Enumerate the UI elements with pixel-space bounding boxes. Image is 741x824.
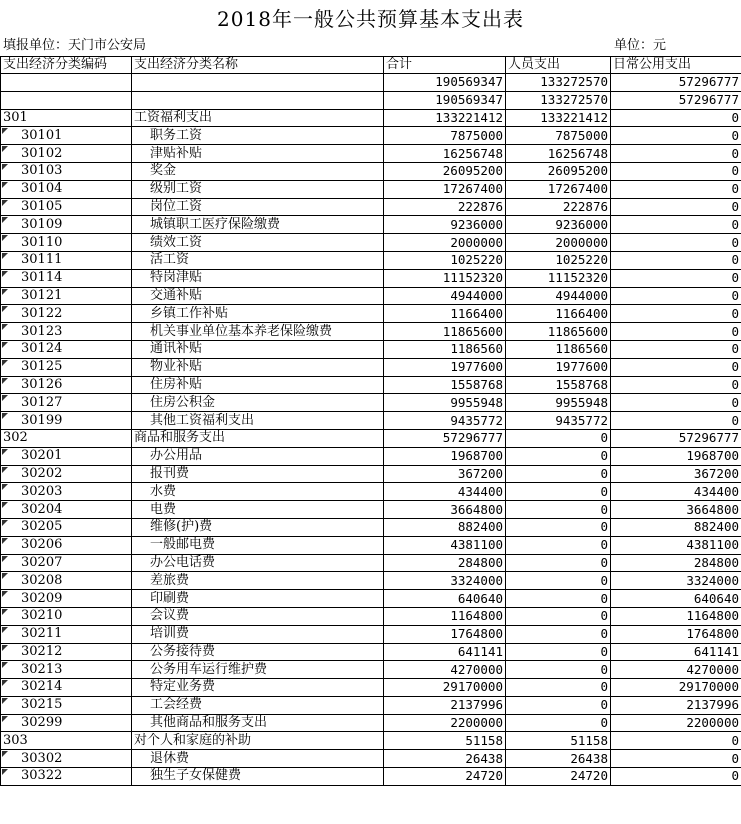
- cell-personnel: 11152320: [506, 269, 611, 287]
- cell-total: 24720: [384, 768, 506, 786]
- cell-personnel: 2000000: [506, 234, 611, 252]
- table-row: [1, 216, 741, 234]
- cell-name: 水费: [132, 483, 384, 501]
- cell-total: 222876: [384, 198, 506, 216]
- cell-code: 30126: [1, 376, 132, 394]
- cell-total: 367200: [384, 465, 506, 483]
- cell-total: 9955948: [384, 394, 506, 412]
- cell-code: 30302: [1, 750, 132, 768]
- cell-total: 882400: [384, 518, 506, 536]
- cell-name: 办公用品: [132, 447, 384, 465]
- cell-public: 2137996: [611, 696, 741, 714]
- cell-personnel: 0: [506, 554, 611, 572]
- cell-name: 城镇职工医疗保险缴费: [132, 216, 384, 234]
- cell-code: 30105: [1, 198, 132, 216]
- cell-total: 641141: [384, 643, 506, 661]
- cell-name: 培训费: [132, 625, 384, 643]
- cell-name: 独生子女保健费: [132, 768, 384, 786]
- cell-personnel: 1558768: [506, 376, 611, 394]
- cell-personnel: 0: [506, 661, 611, 679]
- cell-total: 133221412: [384, 109, 506, 127]
- table-row: [1, 269, 741, 287]
- table-row: [1, 714, 741, 732]
- cell-code: 30109: [1, 216, 132, 234]
- header-total: 合计: [384, 57, 506, 74]
- cell-code: 30214: [1, 679, 132, 697]
- cell-public: 0: [611, 323, 741, 341]
- reporting-unit: 填报单位：天门市公安局: [3, 38, 147, 53]
- cell-total: 1025220: [384, 251, 506, 269]
- cell-public: 0: [611, 768, 741, 786]
- table-row: [1, 696, 741, 714]
- cell-personnel: 9236000: [506, 216, 611, 234]
- cell-total: 3664800: [384, 501, 506, 519]
- cell-code: 30208: [1, 572, 132, 590]
- cell-public: 0: [611, 269, 741, 287]
- cell-personnel: 0: [506, 696, 611, 714]
- cell-name: 其他工资福利支出: [132, 412, 384, 430]
- cell-personnel: 7875000: [506, 127, 611, 145]
- cell-name: 公务用车运行维护费: [132, 661, 384, 679]
- cell-code: 30121: [1, 287, 132, 305]
- cell-public: 0: [611, 287, 741, 305]
- cell-personnel: 1977600: [506, 358, 611, 376]
- table-row: [1, 518, 741, 536]
- cell-name: 公务接待费: [132, 643, 384, 661]
- cell-personnel: 222876: [506, 198, 611, 216]
- cell-personnel: 1186560: [506, 340, 611, 358]
- cell-total: 2200000: [384, 714, 506, 732]
- cell-total: 57296777: [384, 429, 506, 447]
- cell-public: 3324000: [611, 572, 741, 590]
- cell-public: 57296777: [611, 74, 741, 92]
- table-row: [1, 394, 741, 412]
- cell-public: 1164800: [611, 607, 741, 625]
- cell-code: 30111: [1, 251, 132, 269]
- cell-name: 乡镇工作补贴: [132, 305, 384, 323]
- table-row: [1, 91, 741, 109]
- cell-public: 57296777: [611, 429, 741, 447]
- cell-total: 1764800: [384, 625, 506, 643]
- table-row: [1, 625, 741, 643]
- table-row: [1, 234, 741, 252]
- cell-public: 0: [611, 109, 741, 127]
- cell-total: 2000000: [384, 234, 506, 252]
- cell-public: 2200000: [611, 714, 741, 732]
- cell-public: 0: [611, 216, 741, 234]
- cell-public: 434400: [611, 483, 741, 501]
- cell-total: 1558768: [384, 376, 506, 394]
- cell-personnel: 4944000: [506, 287, 611, 305]
- cell-total: 51158: [384, 732, 506, 750]
- cell-personnel: 24720: [506, 768, 611, 786]
- cell-personnel: 11865600: [506, 323, 611, 341]
- cell-code: 30101: [1, 127, 132, 145]
- cell-public: 57296777: [611, 91, 741, 109]
- header-public: 日常公用支出: [611, 57, 741, 74]
- cell-name: 奖金: [132, 162, 384, 180]
- cell-public: 0: [611, 305, 741, 323]
- table-row: [1, 429, 741, 447]
- cell-code: 30203: [1, 483, 132, 501]
- cell-total: 29170000: [384, 679, 506, 697]
- cell-total: 4270000: [384, 661, 506, 679]
- budget-table: [0, 56, 741, 786]
- cell-code: 30212: [1, 643, 132, 661]
- cell-public: 0: [611, 180, 741, 198]
- cell-personnel: 0: [506, 536, 611, 554]
- cell-code: 30204: [1, 501, 132, 519]
- cell-public: 640640: [611, 590, 741, 608]
- cell-public: 641141: [611, 643, 741, 661]
- cell-code: 30122: [1, 305, 132, 323]
- cell-public: 0: [611, 358, 741, 376]
- cell-code: 30215: [1, 696, 132, 714]
- cell-personnel: 0: [506, 590, 611, 608]
- cell-personnel: 26095200: [506, 162, 611, 180]
- cell-personnel: 9435772: [506, 412, 611, 430]
- table-row: [1, 536, 741, 554]
- table-row: [1, 340, 741, 358]
- cell-public: 0: [611, 145, 741, 163]
- cell-personnel: 0: [506, 483, 611, 501]
- table-row: [1, 412, 741, 430]
- cell-name: 活工资: [132, 251, 384, 269]
- cell-total: 1968700: [384, 447, 506, 465]
- cell-name: 绩效工资: [132, 234, 384, 252]
- cell-name: 职务工资: [132, 127, 384, 145]
- page-title: 2018年一般公共预算基本支出表: [217, 7, 524, 31]
- cell-public: 0: [611, 376, 741, 394]
- cell-name: 津贴补贴: [132, 145, 384, 163]
- cell-name: 特定业务费: [132, 679, 384, 697]
- cell-total: 17267400: [384, 180, 506, 198]
- cell-name: 住房补贴: [132, 376, 384, 394]
- table-row: [1, 447, 741, 465]
- cell-code: 30202: [1, 465, 132, 483]
- cell-code: 30102: [1, 145, 132, 163]
- cell-code: 30211: [1, 625, 132, 643]
- cell-name: 电费: [132, 501, 384, 519]
- cell-code: 30210: [1, 607, 132, 625]
- cell-total: 9236000: [384, 216, 506, 234]
- cell-name: 机关事业单位基本养老保险缴费: [132, 323, 384, 341]
- cell-code: 30201: [1, 447, 132, 465]
- cell-total: 434400: [384, 483, 506, 501]
- cell-public: 4381100: [611, 536, 741, 554]
- cell-name: 其他商品和服务支出: [132, 714, 384, 732]
- cell-total: 11152320: [384, 269, 506, 287]
- cell-name: 级别工资: [132, 180, 384, 198]
- cell-code: [1, 74, 132, 92]
- table-row: [1, 554, 741, 572]
- table-row: [1, 74, 741, 92]
- table-row: [1, 127, 741, 145]
- cell-total: 3324000: [384, 572, 506, 590]
- cell-public: 0: [611, 394, 741, 412]
- table-row: [1, 607, 741, 625]
- cell-public: 0: [611, 412, 741, 430]
- cell-name: 报刊费: [132, 465, 384, 483]
- cell-name: 通讯补贴: [132, 340, 384, 358]
- cell-name: 印刷费: [132, 590, 384, 608]
- cell-public: 1968700: [611, 447, 741, 465]
- cell-personnel: 16256748: [506, 145, 611, 163]
- cell-public: 1764800: [611, 625, 741, 643]
- cell-name: 对个人和家庭的补助: [132, 732, 384, 750]
- table-row: [1, 501, 741, 519]
- cell-personnel: 133272570: [506, 74, 611, 92]
- cell-personnel: 0: [506, 465, 611, 483]
- cell-public: 29170000: [611, 679, 741, 697]
- table-row: [1, 483, 741, 501]
- cell-personnel: 133221412: [506, 109, 611, 127]
- table-row: [1, 145, 741, 163]
- cell-public: 4270000: [611, 661, 741, 679]
- cell-public: 0: [611, 162, 741, 180]
- cell-personnel: 0: [506, 447, 611, 465]
- table-row: [1, 768, 741, 786]
- cell-name: 交通补贴: [132, 287, 384, 305]
- cell-total: 4944000: [384, 287, 506, 305]
- cell-public: 0: [611, 732, 741, 750]
- cell-code: [1, 91, 132, 109]
- currency-unit: 单位：元: [614, 38, 667, 53]
- cell-code: 301: [1, 109, 132, 127]
- cell-personnel: 0: [506, 679, 611, 697]
- table-row: [1, 643, 741, 661]
- cell-personnel: 0: [506, 429, 611, 447]
- cell-name: 工资福利支出: [132, 109, 384, 127]
- cell-code: 30127: [1, 394, 132, 412]
- cell-code: 30103: [1, 162, 132, 180]
- table-row: [1, 287, 741, 305]
- cell-code: 30114: [1, 269, 132, 287]
- cell-total: 7875000: [384, 127, 506, 145]
- cell-name: [132, 74, 384, 92]
- cell-total: 2137996: [384, 696, 506, 714]
- cell-code: 303: [1, 732, 132, 750]
- cell-total: 26438: [384, 750, 506, 768]
- cell-code: 30124: [1, 340, 132, 358]
- cell-name: 住房公积金: [132, 394, 384, 412]
- cell-personnel: 51158: [506, 732, 611, 750]
- table-row: [1, 465, 741, 483]
- table-row: [1, 251, 741, 269]
- cell-code: 30207: [1, 554, 132, 572]
- cell-total: 284800: [384, 554, 506, 572]
- table-row: [1, 732, 741, 750]
- cell-code: 30213: [1, 661, 132, 679]
- cell-total: 4381100: [384, 536, 506, 554]
- table-row: [1, 180, 741, 198]
- cell-code: 30123: [1, 323, 132, 341]
- cell-name: 岗位工资: [132, 198, 384, 216]
- table-row: [1, 198, 741, 216]
- header-name: 支出经济分类名称: [132, 57, 384, 74]
- cell-total: 26095200: [384, 162, 506, 180]
- cell-total: 640640: [384, 590, 506, 608]
- table-row: [1, 323, 741, 341]
- table-row: [1, 679, 741, 697]
- cell-name: 维修(护)费: [132, 518, 384, 536]
- cell-total: 190569347: [384, 74, 506, 92]
- cell-personnel: 0: [506, 607, 611, 625]
- cell-personnel: 0: [506, 572, 611, 590]
- cell-name: 办公电话费: [132, 554, 384, 572]
- cell-code: 30209: [1, 590, 132, 608]
- cell-public: 284800: [611, 554, 741, 572]
- cell-total: 1977600: [384, 358, 506, 376]
- cell-name: [132, 91, 384, 109]
- cell-public: 0: [611, 198, 741, 216]
- table-row: [1, 750, 741, 768]
- cell-code: 30299: [1, 714, 132, 732]
- cell-public: 0: [611, 127, 741, 145]
- cell-personnel: 0: [506, 625, 611, 643]
- table-header-row: [1, 57, 741, 74]
- table-row: [1, 661, 741, 679]
- table-row: [1, 109, 741, 127]
- cell-total: 1166400: [384, 305, 506, 323]
- cell-total: 190569347: [384, 91, 506, 109]
- cell-code: 30104: [1, 180, 132, 198]
- cell-personnel: 0: [506, 518, 611, 536]
- cell-name: 会议费: [132, 607, 384, 625]
- cell-personnel: 0: [506, 643, 611, 661]
- cell-name: 退休费: [132, 750, 384, 768]
- table-row: [1, 376, 741, 394]
- cell-personnel: 17267400: [506, 180, 611, 198]
- table-row: [1, 572, 741, 590]
- cell-public: 0: [611, 251, 741, 269]
- table-row: [1, 305, 741, 323]
- cell-personnel: 133272570: [506, 91, 611, 109]
- cell-personnel: 26438: [506, 750, 611, 768]
- cell-total: 9435772: [384, 412, 506, 430]
- cell-public: 0: [611, 340, 741, 358]
- cell-personnel: 1166400: [506, 305, 611, 323]
- cell-name: 商品和服务支出: [132, 429, 384, 447]
- cell-name: 特岗津贴: [132, 269, 384, 287]
- cell-total: 16256748: [384, 145, 506, 163]
- cell-code: 30110: [1, 234, 132, 252]
- cell-total: 1186560: [384, 340, 506, 358]
- table-row: [1, 590, 741, 608]
- cell-public: 0: [611, 750, 741, 768]
- cell-name: 一般邮电费: [132, 536, 384, 554]
- cell-code: 30205: [1, 518, 132, 536]
- header-personnel: 人员支出: [506, 57, 611, 74]
- cell-public: 882400: [611, 518, 741, 536]
- cell-name: 工会经费: [132, 696, 384, 714]
- cell-public: 3664800: [611, 501, 741, 519]
- cell-total: 11865600: [384, 323, 506, 341]
- cell-code: 30206: [1, 536, 132, 554]
- table-row: [1, 162, 741, 180]
- cell-code: 30125: [1, 358, 132, 376]
- cell-public: 367200: [611, 465, 741, 483]
- cell-personnel: 0: [506, 714, 611, 732]
- header-code: 支出经济分类编码: [1, 57, 132, 74]
- table-row: [1, 358, 741, 376]
- cell-name: 差旅费: [132, 572, 384, 590]
- cell-total: 1164800: [384, 607, 506, 625]
- cell-code: 30199: [1, 412, 132, 430]
- cell-personnel: 9955948: [506, 394, 611, 412]
- cell-public: 0: [611, 234, 741, 252]
- cell-name: 物业补贴: [132, 358, 384, 376]
- cell-code: 302: [1, 429, 132, 447]
- cell-personnel: 0: [506, 501, 611, 519]
- cell-personnel: 1025220: [506, 251, 611, 269]
- cell-code: 30322: [1, 768, 132, 786]
